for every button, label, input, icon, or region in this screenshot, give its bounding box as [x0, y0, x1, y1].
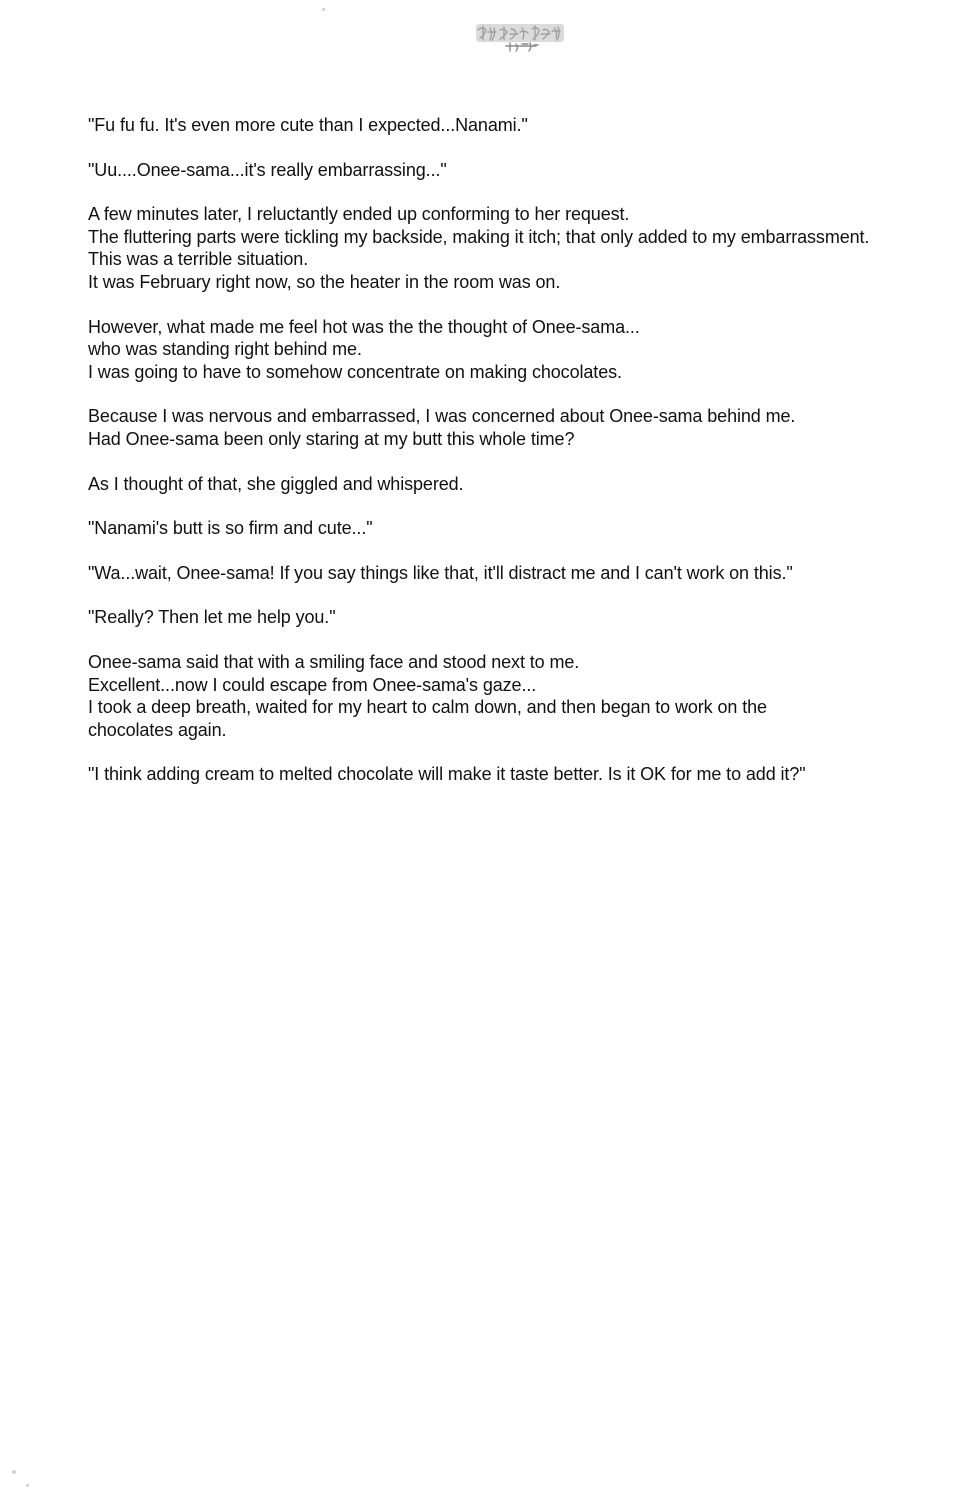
scan-speck — [322, 8, 325, 11]
title-logo-icon — [474, 22, 568, 56]
text-line: Onee-sama said that with a smiling face and stood next to me. — [88, 651, 580, 672]
text-line: I was going to have to somehow concentrate on making chocolates. — [88, 361, 622, 382]
text-line: "Nanami's butt is so firm and cute..." — [88, 518, 373, 539]
paragraph — [88, 159, 948, 182]
paragraph — [88, 405, 948, 450]
text-line: Because I was nervous and embarrassed, I was concerned about Onee-sama behind me. — [88, 406, 796, 427]
text-line: This was a terrible situation. — [88, 249, 309, 270]
text-line: Had Onee-sama been only staring at my butt this whole time? — [88, 428, 575, 449]
paragraph — [88, 473, 948, 496]
title-logo — [474, 22, 568, 56]
text-line: who was standing right behind me. — [88, 339, 362, 360]
paragraph — [88, 763, 948, 786]
text-line: As I thought of that, she giggled and whispered. — [88, 473, 464, 494]
paragraph — [88, 562, 948, 585]
text-line: "I think adding cream to melted chocolate will make it taste better. Is it OK for me to add it?" — [88, 764, 806, 785]
paragraph — [88, 517, 948, 540]
story-text — [88, 114, 948, 808]
text-line: It was February right now, so the heater in the room was on. — [88, 271, 561, 292]
text-line: "Uu....Onee-sama...it's really embarrassing..." — [88, 159, 447, 180]
paragraph — [88, 606, 948, 629]
text-line: I took a deep breath, waited for my heart to calm down, and then began to work on the — [88, 697, 767, 718]
scan-speck — [12, 1470, 16, 1474]
text-line: A few minutes later, I reluctantly ended up conforming to her request. — [88, 204, 630, 225]
paragraph — [88, 316, 948, 384]
text-line: Excellent...now I could escape from Onee-sama's gaze... — [88, 674, 537, 695]
paragraph — [88, 203, 948, 293]
text-line: The fluttering parts were tickling my backside, making it itch; that only added to my embarrassment. — [88, 226, 870, 247]
text-line: However, what made me feel hot was the the thought of Onee-sama... — [88, 316, 640, 337]
text-line: "Fu fu fu. It's even more cute than I expected...Nanami." — [88, 115, 528, 135]
text-line: "Really? Then let me help you." — [88, 607, 336, 628]
paragraph — [88, 651, 948, 741]
text-line: chocolates again. — [88, 719, 227, 740]
scan-speck — [26, 1484, 29, 1487]
paragraph — [88, 114, 948, 137]
text-line: "Wa...wait, Onee-sama! If you say things like that, it'll distract me and I can't work on this." — [88, 562, 793, 583]
